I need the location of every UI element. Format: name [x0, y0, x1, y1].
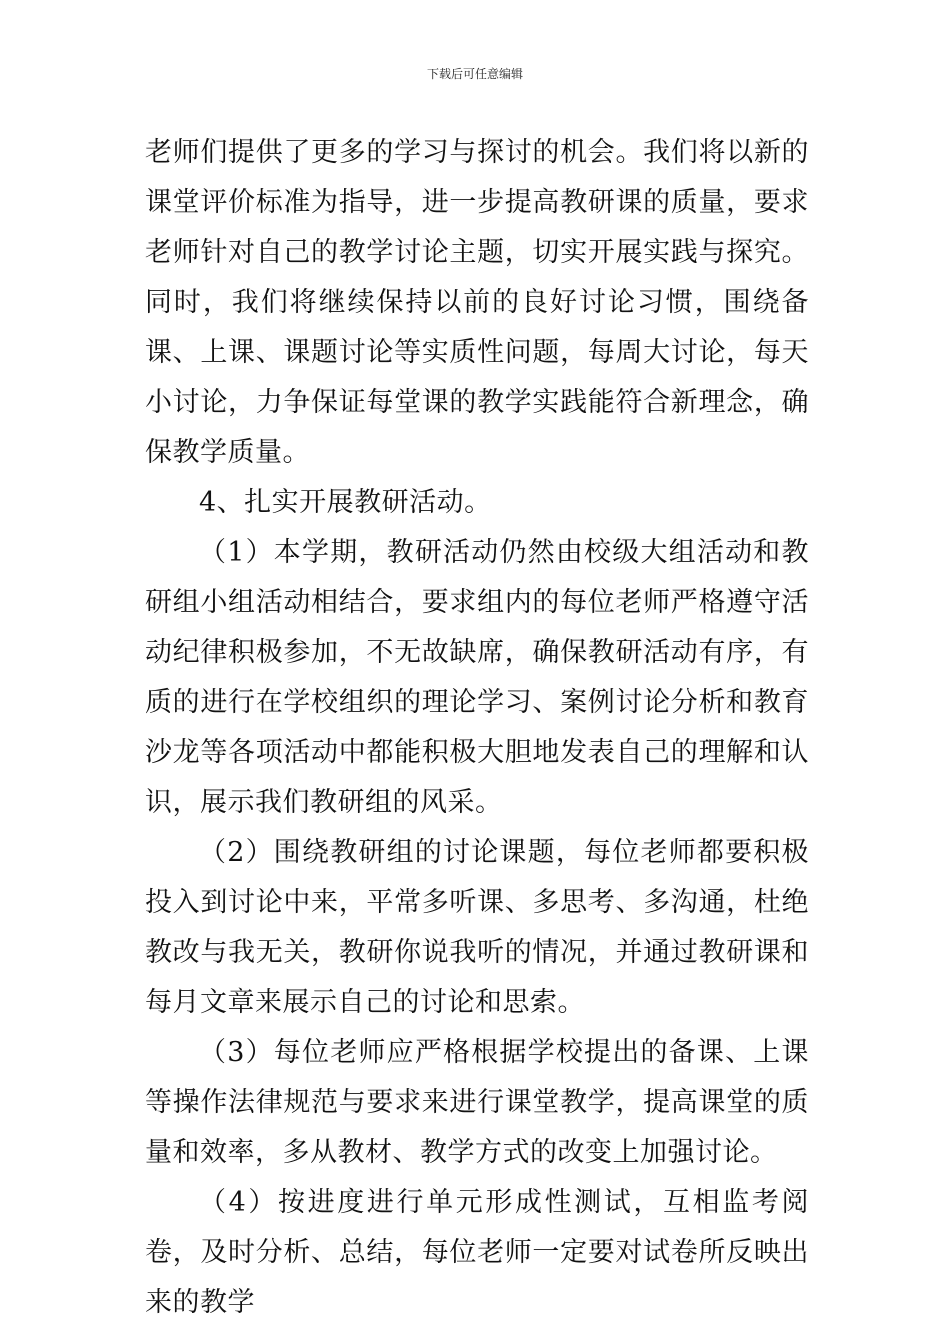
- page-header-note: 下载后可任意编辑: [426, 67, 523, 81]
- document-body: [145, 128, 809, 1328]
- paragraph-item-1: （1）本学期，教研活动仍然由校级大组活动和教研组小组活动相结合，要求组内的每位老师严格遵守活动纪律积极参加，不无故缺席，确保教研活动有序，有质的进行在学校组织的理论学习、案例讨论分析和教育沙龙等各项活动中都能积极大胆地发表自己的理解和认识，展示我们教研组的风采。: [145, 537, 809, 818]
- paragraph-item-4: （4）按进度进行单元形成性测试，互相监考阅卷，及时分析、总结，每位老师一定要对试卷所反映出来的教学: [145, 1187, 809, 1318]
- paragraph-section-4-heading: 4、扎实开展教研活动。: [199, 487, 492, 518]
- paragraph-item-2: （2）围绕教研组的讨论课题，每位老师都要积极投入到讨论中来，平常多听课、多思考、多沟通，杜绝教改与我无关，教研你说我听的情况，并通过教研课和每月文章来展示自己的讨论和思索。: [145, 837, 809, 1018]
- paragraph-item-3: （3）每位老师应严格根据学校提出的备课、上课等操作法律规范与要求来进行课堂教学，提高课堂的质量和效率，多从教材、教学方式的改变上加强讨论。: [145, 1037, 809, 1168]
- paragraph-continuation: 老师们提供了更多的学习与探讨的机会。我们将以新的课堂评价标准为指导，进一步提高教研课的质量，要求老师针对自己的教学讨论主题，切实开展实践与探究。同时，我们将继续保持以前的良好讨论习惯，围绕备课、上课、课题讨论等实质性问题，每周大讨论，每天小讨论，力争保证每堂课的教学实践能符合新理念，确保教学质量。: [145, 137, 809, 468]
